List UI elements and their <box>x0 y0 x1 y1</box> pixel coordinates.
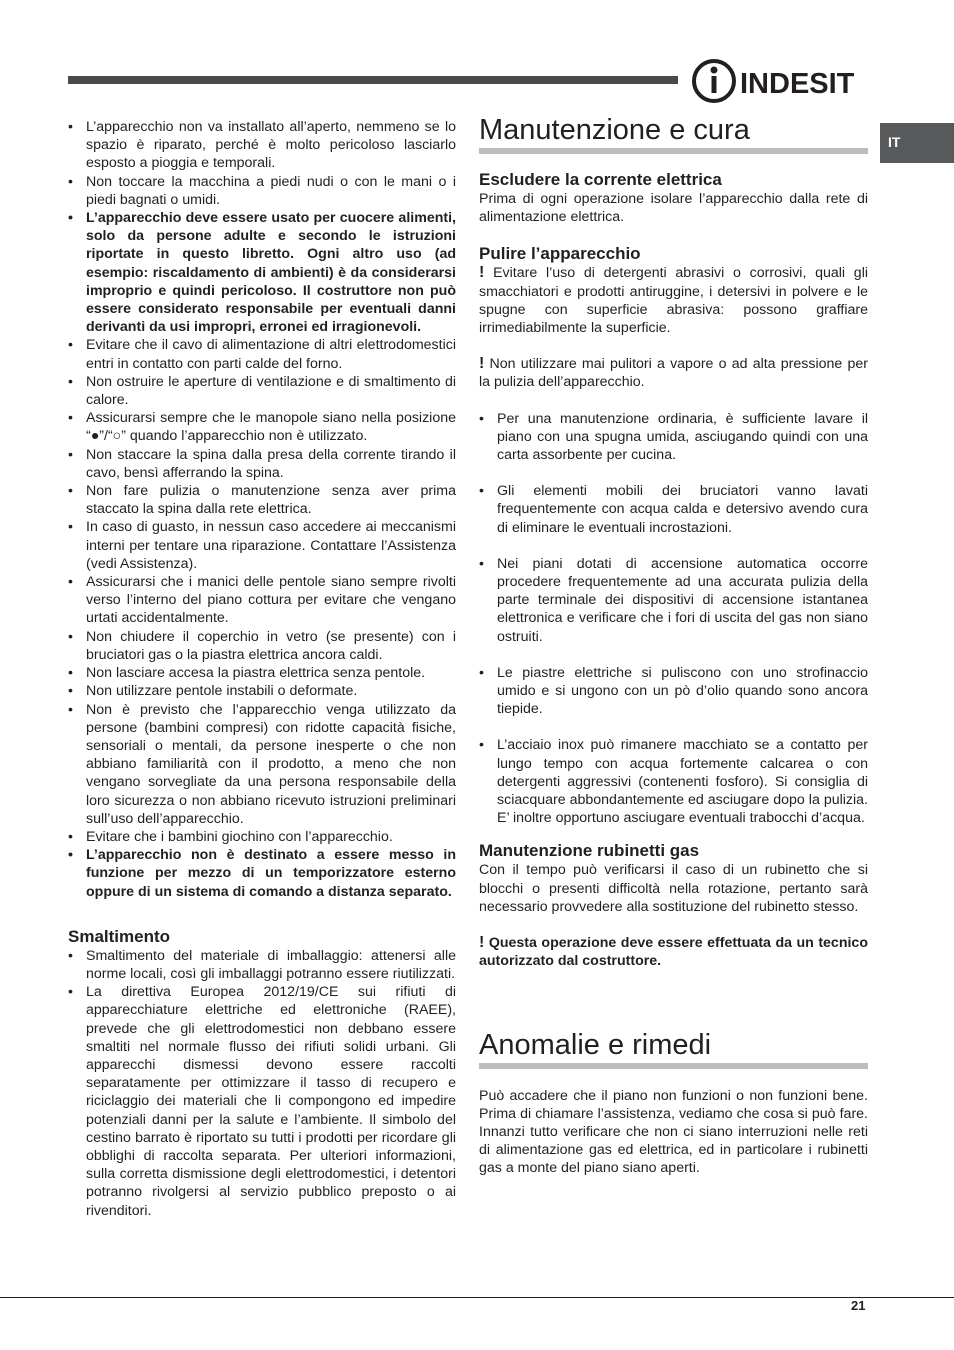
list-item <box>68 209 456 336</box>
list-item <box>68 373 456 409</box>
list-item <box>68 173 456 209</box>
header-bar <box>68 76 678 84</box>
pulire-warning-2 <box>479 355 868 391</box>
list-item-text: L’acciaio inox può rimanere macchiato se a contatto per lungo tempo con acqua fortemente calcarea o con detergenti aggressivi (contenenti fosforo). Si consiglia di sciacquare abbondantemente ed asciugare dopo la pulizia. E’ inoltre opportuno asciugare eventuali trabocchi d’acqua. <box>497 737 868 827</box>
list-item-text: Non ostruire le aperture di ventilazione e di smaltimento di calore. <box>86 373 456 409</box>
pulire-warning-2-text: Non utilizzare mai pulitori a vapore o ad alta pressione per la pulizia dell’apparecchio. <box>479 356 868 391</box>
list-item <box>68 846 456 901</box>
list-item-text: In caso di guasto, in nessun caso accedere ai meccanismi interni per tentare una riparazione. Contattare l’Assistenza (vedi Assistenza). <box>86 519 456 572</box>
smaltimento-heading: Smaltimento <box>68 926 171 946</box>
list-item <box>68 482 456 518</box>
escludere-heading: Escludere la corrente elettrica <box>479 170 722 189</box>
list-item-text: Non chiudere il coperchio in vetro (se presente) con i bruciatori gas o la piastra elettrica ancora caldi. <box>86 628 456 663</box>
pulire-warning-1 <box>479 264 868 337</box>
rubinetti-warning <box>479 934 868 970</box>
list-item <box>68 664 456 682</box>
list-item <box>68 409 456 445</box>
manutenzione-title: Manutenzione e cura <box>479 112 868 154</box>
indesit-logo <box>692 56 872 106</box>
list-item-text: Per una manutenzione ordinaria, è sufficiente lavare il piano con una spugna umida, asciugando quindi con una carta assorbente per cucina. <box>497 410 868 464</box>
list-item-text: Evitare che i bambini giochino con l’apparecchio. <box>86 828 393 845</box>
pulire-warning-1-text: Evitare l’uso di detergenti abrasivi o corrosivi, quali gli smacchiatori e prodotti antiruggine, i detersivi in polvere e le spugne con superficie abrasiva: possono graffiare irrimediabilmente la superficie. <box>479 265 869 337</box>
list-item <box>479 555 868 646</box>
list-item <box>68 682 456 700</box>
page-number: 21 <box>851 1298 866 1313</box>
list-item-text: L’apparecchio non va installato all’aperto, nemmeno se lo spazio è riparato, perché è molto pericoloso lasciarlo esposto a pioggia e temporali. <box>86 119 456 172</box>
safety-list <box>68 118 456 901</box>
list-item-text: Nei piani dotati di accensione automatica occorre procedere frequentemente ad una accurata pulizia della parte terminale dei dispositivi di accensione istantanea elettronica e verificare che i fori di uscita del gas non siano ostruiti. <box>497 555 868 645</box>
list-item-text: Non fare pulizia o manutenzione senza aver prima staccato la spina dalla rete elettrica. <box>86 483 456 518</box>
language-tab: IT <box>880 123 954 163</box>
list-item-text: Assicurarsi sempre che le manopole siano nella posizione “●”/“○” quando l’apparecchio non è utilizzato. <box>86 410 456 445</box>
list-item-text: L’apparecchio non è destinato a essere messo in funzione per mezzo di un temporizzatore esterno oppure di un sistema di comando a distanza separato. <box>86 847 456 900</box>
pulire-heading: Pulire l’apparecchio <box>479 244 641 264</box>
footer-rule <box>0 1297 954 1298</box>
list-item-text: La direttiva Europea 2012/19/CE sui rifiuti di apparecchiature elettriche ed elettroniche (RAEE), prevede che gli elettrodomestici non debbano essere smaltiti nel normale flusso dei rifiuti solidi urbani. Gli apparecchi dismessi devono essere raccolti separatamente per ottimizzare il tasso di recupero e riciclaggio dei materiali che li compongono ed impedire potenziali danni per la salute e l’ambiente. Il simbolo del cestino barrato è riportato su tutti i prodotti per ricordare gli obblighi di raccolta separata. Per ulteriori informazioni, sulla corretta dismissione degli elettrodomestici, i detentori potranno rivolgersi al servizio pubblico preposto o ai rivenditori. <box>86 984 456 1219</box>
list-item-text: Evitare che il cavo di alimentazione di altri elettrodomestici entri in contatto con parti calde del forno. <box>86 337 456 372</box>
list-item <box>68 446 456 482</box>
list-item <box>68 947 456 983</box>
rubinetti-text: Con il tempo può verificarsi il caso di un rubinetto che si blocchi o presenti difficoltà nella rotazione, pertanto sarà necessario provvedere alla sostituzione del rubinetto stesso. <box>479 862 868 915</box>
warning-icon: ! <box>479 264 485 282</box>
left-column <box>68 118 456 1220</box>
warning-icon: ! <box>479 934 485 952</box>
list-item <box>68 518 456 573</box>
list-item <box>68 336 456 372</box>
anomalie-title: Anomalie e rimedi <box>479 1027 868 1069</box>
smaltimento-list <box>68 947 456 1220</box>
list-item-text: Non utilizzare pentole instabili o deformate. <box>86 683 358 700</box>
list-item <box>479 664 868 719</box>
rubinetti-warning-text: Questa operazione deve essere effettuata da un tecnico autorizzato dal costruttore. <box>479 935 868 970</box>
list-item-text: Assicurarsi che i manici delle pentole siano sempre rivolti verso l’interno del piano cottura per evitare che vengano urtati accidentalmente. <box>86 574 456 627</box>
list-item-text: Smaltimento del materiale di imballaggio: attenersi alle norme locali, così gli imballaggi potranno essere riutilizzati. <box>86 947 456 982</box>
pulire-list <box>479 410 868 828</box>
list-item-text: L’apparecchio deve essere usato per cuocere alimenti, solo da persone adulte e secondo le istruzioni riportate in questo libretto. Ogni altro uso (ad esempio: riscaldamento di ambienti) è da considerarsi improprio e quindi pericoloso. Il costruttore non può essere considerato responsabile per eventuali danni derivanti da usi impropri, erronei ed irragionevoli. <box>86 210 456 336</box>
list-item-text: Non lasciare accesa la piastra elettrica senza pentole. <box>86 665 426 682</box>
list-item-text: Le piastre elettriche si puliscono con uno strofinaccio umido e si ungono con un pò d’olio quando sono ancora tiepide. <box>497 664 868 718</box>
list-item-text: Non staccare la spina dalla presa della corrente tirando il cavo, bensì afferrando la spina. <box>86 446 456 481</box>
list-item <box>68 983 456 1220</box>
list-item <box>479 736 868 827</box>
escludere-text: Prima di ogni operazione isolare l’apparecchio dalla rete di alimentazione elettrica. <box>479 191 868 226</box>
right-column <box>479 112 868 1178</box>
list-item <box>68 628 456 664</box>
warning-icon: ! <box>479 355 485 373</box>
list-item-text: Non è previsto che l’apparecchio venga utilizzato da persone (bambini compresi) con ridotte capacità fisiche, sensoriali o mentali, da persone inesperte o che non abbiano familiarità con il prodotto, a meno che non vengano sorvegliate da una persona responsabile della loro sicurezza o non abbiano ricevuto istruzioni preliminari sull’uso dell’apparecchio. <box>86 701 456 827</box>
list-item <box>68 828 456 846</box>
list-item <box>479 482 868 537</box>
list-item <box>68 573 456 628</box>
brand-wordmark: INDESIT <box>740 68 855 100</box>
list-item <box>68 118 456 173</box>
list-item-text: Gli elementi mobili dei bruciatori vanno lavati frequentemente con acqua calda e detersivo avendo cura di eliminare le eventuali incrostazioni. <box>497 483 868 536</box>
list-item <box>68 701 456 828</box>
rubinetti-heading: Manutenzione rubinetti gas <box>479 841 700 861</box>
list-item <box>479 410 868 465</box>
anomalie-text: Può accadere che il piano non funzioni o non funzioni bene. Prima di chiamare l’assistenza, vediamo che cosa si può fare. Innanzi tutto verificare che non ci siano interruzioni nelle reti di alimentazione gas ed elettrica, ed in particolare i rubinetti gas a monte del piano siano aperti. <box>479 1087 868 1177</box>
list-item-text: Non toccare la macchina a piedi nudi o con le mani o i piedi bagnati o umidi. <box>86 173 456 208</box>
